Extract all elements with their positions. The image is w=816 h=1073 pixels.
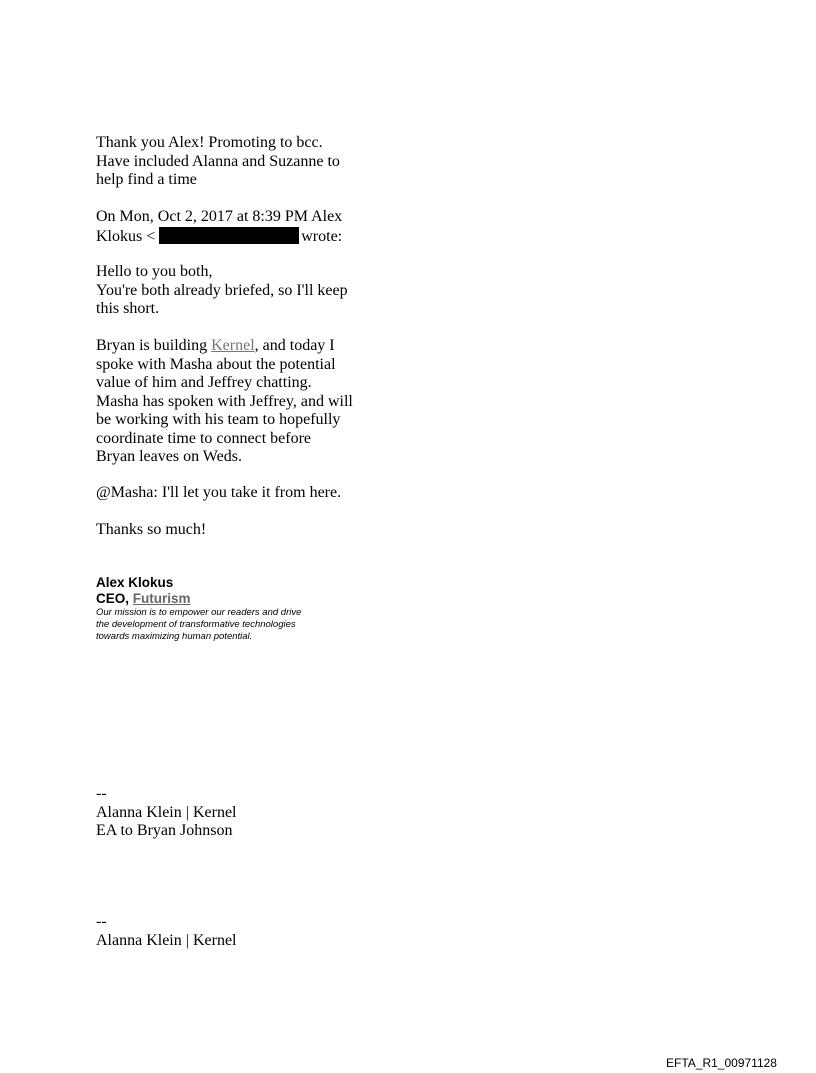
greeting-line: Hello to you both, (96, 263, 213, 280)
quote-sender-name: Klokus < (96, 227, 156, 245)
signature-title (96, 591, 356, 607)
alanna-signature-2 (96, 913, 366, 950)
quote-header (96, 208, 366, 246)
reply-paragraph (96, 134, 366, 190)
intro-text: , and today I (254, 337, 335, 354)
reply-line: Thank you Alex! Promoting to bcc. (96, 134, 323, 151)
signature-role: CEO, (96, 591, 133, 606)
signature-separator: -- (96, 913, 107, 930)
signature-separator: -- (96, 785, 107, 802)
greeting-paragraph (96, 263, 366, 319)
reply-line: Have included Alanna and Suzanne to (96, 152, 340, 170)
email-signature (96, 575, 356, 643)
greeting-line: You're both already briefed, so I'll keep (96, 281, 348, 299)
quote-header-line (96, 227, 366, 247)
signature-mission-line: the development of transformative technologies (96, 619, 296, 630)
handoff-line (96, 484, 366, 503)
greeting-line: this short. (96, 300, 160, 317)
signature-role-line: EA to Bryan Johnson (96, 822, 233, 839)
signature-mission-line: Our mission is to empower our readers and drive (96, 607, 302, 618)
handoff-text: @Masha: I'll let you take it from here. (96, 484, 342, 501)
intro-line: Masha has spoken with Jeffrey, and will (96, 392, 353, 410)
intro-line: spoke with Masha about the potential (96, 355, 336, 373)
signature-name-line: Alanna Klein | Kernel (96, 931, 237, 949)
redacted-email-address (159, 227, 299, 244)
intro-line (96, 337, 366, 356)
thanks-line (96, 521, 366, 540)
reply-line: help find a time (96, 171, 197, 188)
document-id-footer: EFTA_R1_00971128 (666, 1056, 777, 1070)
intro-paragraph (96, 337, 366, 467)
alanna-signature-1 (96, 785, 366, 841)
intro-line: be working with his team to hopefully (96, 411, 341, 428)
thanks-text: Thanks so much! (96, 521, 207, 538)
quote-wrote-label: wrote: (301, 227, 343, 245)
kernel-link[interactable]: Kernel (211, 337, 255, 354)
quote-header-line: On Mon, Oct 2, 2017 at 8:39 PM Alex (96, 208, 343, 225)
intro-line: coordinate time to connect before (96, 429, 312, 447)
intro-line: Bryan leaves on Weds. (96, 448, 242, 465)
signature-name: Alex Klokus (96, 575, 174, 590)
signature-mission-line: towards maximizing human potential. (96, 631, 253, 642)
intro-text: Bryan is building (96, 337, 212, 354)
intro-line: value of him and Jeffrey chatting. (96, 374, 312, 391)
signature-name-line: Alanna Klein | Kernel (96, 803, 237, 821)
futurism-link[interactable]: Futurism (132, 591, 191, 606)
